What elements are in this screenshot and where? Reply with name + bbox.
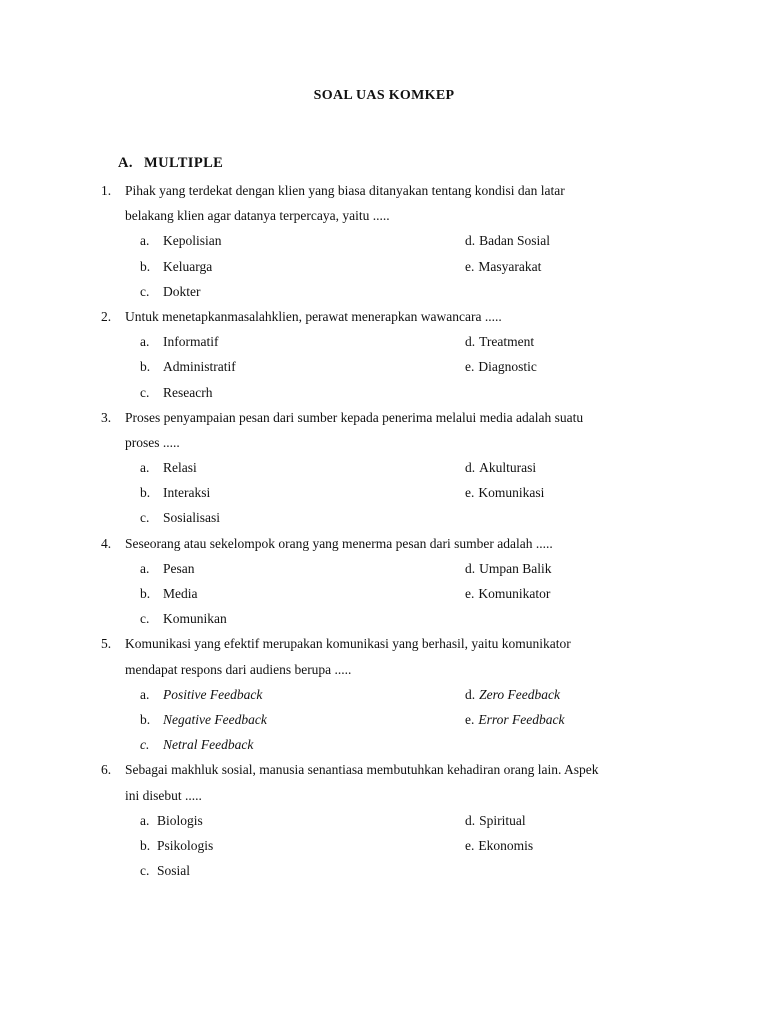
option-letter: d.	[465, 686, 476, 702]
option-letter: e.	[465, 586, 475, 601]
question-text-line: Untuk menetapkanmasalahklien, perawat menerapkan wawancara .....	[125, 308, 502, 324]
option-d	[465, 556, 552, 581]
option-label: Negative Feedback	[163, 711, 267, 727]
option-letter: a.	[140, 460, 150, 476]
option-label: Administratif	[163, 359, 236, 375]
answer-options	[0, 556, 768, 632]
question-text-line: Proses penyampaian pesan dari sumber kepada penerima melalui media adalah suatu	[125, 409, 584, 425]
option-d	[465, 228, 550, 253]
question-1	[0, 178, 768, 304]
option-label: Spiritual	[479, 812, 526, 828]
question-number: 3.	[101, 409, 112, 425]
question-4	[0, 531, 768, 632]
question-text-line: ini disebut .....	[125, 787, 202, 803]
question-list	[0, 178, 768, 883]
question-number: 4.	[101, 535, 112, 551]
question-text-line: Sebagai makhluk sosial, manusia senantiasa membutuhkan kehadiran orang lain. Aspek	[125, 762, 599, 778]
option-label: Psikologis	[157, 837, 214, 853]
question-number: 5.	[101, 636, 112, 652]
option-label: Keluarga	[163, 258, 213, 274]
option-letter: d.	[465, 233, 476, 249]
option-label: Biologis	[157, 812, 203, 828]
option-label: Informatif	[163, 334, 219, 350]
option-label: Kepolisian	[163, 233, 222, 249]
option-label: Media	[163, 586, 198, 601]
option-label: Reseacrh	[163, 384, 213, 400]
question-text-line: Komunikasi yang efektif merupakan komunikasi yang berhasil, yaitu komunikator	[125, 636, 571, 652]
option-letter: b.	[140, 586, 151, 601]
option-letter: b.	[140, 711, 151, 727]
question-2	[0, 304, 768, 405]
question-text-line: belakang klien agar datanya terpercaya, yaitu .....	[125, 208, 390, 224]
option-label: Netral Feedback	[163, 737, 254, 753]
answer-options	[0, 455, 768, 531]
option-label: Relasi	[163, 460, 197, 476]
question-number: 1.	[101, 183, 112, 198]
option-d	[465, 808, 526, 833]
answer-options	[0, 808, 768, 884]
option-letter: b.	[140, 837, 151, 853]
option-letter: d.	[465, 334, 476, 350]
option-label: Badan Sosial	[479, 233, 550, 249]
section-heading	[118, 155, 223, 172]
option-label: Umpan Balik	[479, 560, 552, 576]
option-letter: a.	[140, 560, 150, 576]
question-text-line: proses .....	[125, 434, 180, 450]
option-label: Sosial	[157, 863, 191, 879]
answer-options	[0, 682, 768, 758]
option-letter: e.	[465, 359, 475, 375]
question-6	[0, 757, 768, 883]
option-letter: e.	[465, 258, 475, 274]
option-letter: a.	[140, 686, 150, 702]
option-d	[465, 329, 534, 354]
option-label: Positive Feedback	[163, 686, 263, 702]
option-letter: a.	[140, 334, 150, 350]
option-letter: b.	[140, 485, 151, 501]
option-e	[465, 833, 533, 858]
option-letter: e.	[465, 485, 475, 501]
option-label: Akulturasi	[479, 460, 537, 476]
option-label: Zero Feedback	[479, 686, 560, 702]
option-label: Treatment	[479, 334, 535, 350]
option-label: Diagnostic	[478, 359, 537, 375]
question-text-line: mendapat respons dari audiens berupa .....	[125, 661, 352, 677]
option-letter: d.	[465, 460, 476, 476]
option-label: Ekonomis	[478, 837, 534, 853]
option-letter: c.	[140, 510, 150, 526]
option-label: Komunikator	[478, 586, 551, 601]
option-d	[465, 682, 560, 707]
question-number: 6.	[101, 762, 112, 778]
option-letter: c.	[140, 384, 150, 400]
option-e	[465, 254, 541, 279]
option-label: Error Feedback	[478, 711, 565, 727]
answer-options	[0, 228, 768, 304]
option-letter: c.	[140, 283, 150, 299]
option-e	[465, 707, 564, 732]
document-title: SOAL UAS KOMKEP	[313, 88, 455, 103]
option-label: Komunikan	[163, 611, 227, 627]
option-label: Komunikasi	[478, 485, 545, 501]
option-e	[465, 581, 550, 606]
section-label: MULTIPLE	[144, 155, 224, 171]
option-d	[465, 455, 536, 480]
option-letter: e.	[465, 711, 475, 727]
option-letter: c.	[140, 737, 150, 753]
question-5	[0, 631, 768, 757]
option-letter: e.	[465, 837, 475, 853]
option-letter: d.	[465, 812, 476, 828]
option-e	[465, 354, 537, 379]
option-letter: a.	[140, 233, 150, 249]
answer-options	[0, 329, 768, 405]
option-letter: d.	[465, 560, 476, 576]
option-letter: a.	[140, 812, 150, 828]
option-label: Sosialisasi	[163, 510, 221, 526]
option-e	[465, 480, 544, 505]
option-label: Pesan	[163, 560, 195, 576]
question-number: 2.	[101, 308, 112, 324]
option-letter: c.	[140, 611, 150, 627]
question-text-line: Pihak yang terdekat dengan klien yang biasa ditanyakan tentang kondisi dan latar	[125, 183, 565, 198]
option-letter: c.	[140, 863, 150, 879]
option-letter: b.	[140, 258, 151, 274]
question-text-line: Seseorang atau sekelompok orang yang menerma pesan dari sumber adalah .....	[125, 535, 553, 551]
section-letter: A.	[118, 155, 133, 171]
question-3	[0, 405, 768, 531]
option-label: Dokter	[163, 283, 201, 299]
option-letter: b.	[140, 359, 151, 375]
option-label: Interaksi	[163, 485, 211, 501]
option-label: Masyarakat	[478, 258, 542, 274]
